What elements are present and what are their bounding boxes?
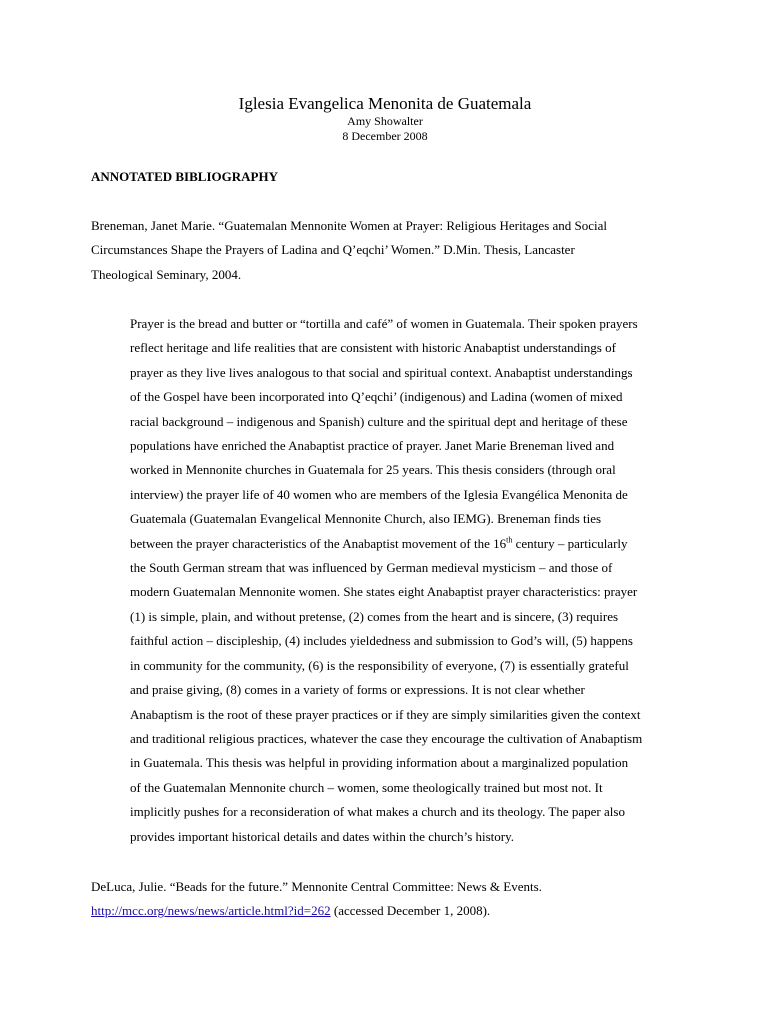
bibliography-entry-breneman [91, 214, 691, 287]
annotation-line [130, 532, 680, 556]
annotation-line: modern Guatemalan Mennonite women. She states eight Anabaptist prayer characteristics: prayer [130, 584, 638, 600]
citation-line: Circumstances Shape the Prayers of Ladina and Q’eqchi’ Women.” D.Min. Thesis, Lancaster [91, 242, 575, 258]
annotation-line: Anabaptism is the root of these prayer practices or if they are simply similarities given the context [130, 706, 641, 722]
document-title: Iglesia Evangelica Menonita de Guatemala [238, 94, 532, 113]
annotation-line: worked in Mennonite churches in Guatemala for 25 years. This thesis considers (through oral [130, 462, 616, 478]
entry-citation [91, 214, 691, 287]
citation-text: (accessed December 1, 2008). [330, 903, 491, 919]
citation-line: DeLuca, Julie. “Beads for the future.” Mennonite Central Committee: News & Events. [91, 879, 542, 894]
ordinal-suffix: th [506, 535, 513, 545]
bibliography-entry-deluca [91, 875, 691, 924]
section-heading: ANNOTATED BIBLIOGRAPHY [91, 169, 278, 184]
annotation-line: the South German stream that was influenced by German medieval mysticism – and those of [130, 560, 613, 576]
annotation-line: prayer as they live lives analogous to that social and spiritual context. Anabaptist understandings [130, 364, 633, 380]
annotation-line: in community for the community, (6) is the responsibility of everyone, (7) is essentially grateful [130, 657, 629, 673]
annotation-line: faithful action – discipleship, (4) includes yieldedness and submission to God’s will, (5) happens [130, 633, 633, 649]
annotation-line: of the Guatemalan Mennonite church – women, some theologically trained but most not. It [130, 779, 603, 795]
annotation-line: (1) is simple, plain, and without pretense, (2) comes from the heart and is sincere, (3) requires [130, 608, 619, 624]
annotation-line: reflect heritage and life realities that are consistent with historic Anabaptist understandings of [130, 340, 616, 356]
annotation-line: in Guatemala. This thesis was helpful in providing information about a marginalized population [130, 755, 629, 771]
citation-line: Theological Seminary, 2004. [91, 266, 242, 282]
annotation-line: implicitly pushes for a reconsideration of what makes a church and its theology. The paper also [130, 804, 625, 820]
annotation-line: provides important historical details and dates within the church’s history. [130, 828, 515, 844]
annotation-line: populations have enriched the Anabaptist practice of prayer. Janet Marie Breneman lived and [130, 438, 615, 454]
annotation-line: and praise giving, (8) comes in a variety of forms or expressions. It is not clear whether [130, 682, 585, 698]
document-date: 8 December 2008 [342, 129, 428, 143]
annotation-line: Guatemala (Guatemalan Evangelical Mennonite Church, also IEMG). Breneman finds ties [130, 511, 602, 527]
citation-line: Breneman, Janet Marie. “Guatemalan Mennonite Women at Prayer: Religious Heritages and Social [91, 218, 608, 233]
annotation-line: of the Gospel have been incorporated into Q’eqchi’ (indigenous) and Ladina (women of mixed [130, 389, 623, 405]
article-link[interactable]: http://mcc.org/news/news/article.html?id=262 [91, 903, 331, 919]
document-author: Amy Showalter [347, 114, 423, 128]
annotation-text: century – particularly [512, 535, 628, 551]
annotation-text: between the prayer characteristics of the Anabaptist movement of the 16 [130, 535, 507, 551]
annotation-line: Prayer is the bread and butter or “tortilla and café” of women in Guatemala. Their spoken prayers [130, 316, 638, 331]
annotation-line: interview) the prayer life of 40 women who are members of the Iglesia Evangélica Menonita de [130, 486, 628, 502]
entry-citation [91, 875, 691, 924]
citation-line [91, 899, 691, 923]
annotation-line: racial background – indigenous and Spanish) culture and the spiritual dept and heritage of these [130, 413, 628, 429]
entry-annotation [130, 312, 680, 849]
annotation-line: and traditional religious practices, whatever the case they encourage the cultivation of Anabaptism [130, 730, 643, 746]
